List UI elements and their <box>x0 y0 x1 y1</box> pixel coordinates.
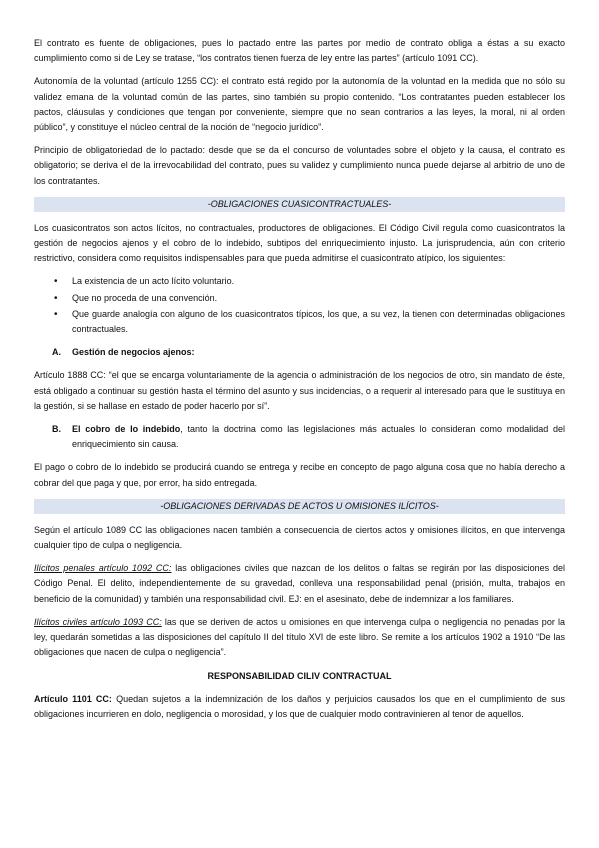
term-label: Ilícitos penales artículo 1092 CC: <box>34 563 172 574</box>
subsection-letter: A. <box>52 347 61 358</box>
paragraph-civil-illicit <box>34 615 565 661</box>
paragraph-quasicontracts: Los cuasicontratos son actos lícitos, no contractuales, productores de obligaciones. El Código Civil regula como cuasicontratos la gestión de negocios ajenos y el cobro de lo indebido, subtipos del enriquecimiento injusto. La jurisprudencia, aún con criterio restrictivo, considera como requisitos indispensables para que pueda admitirse el cuasicontrato atípico, los siguientes: <box>34 222 565 264</box>
list-item: • La existencia de un acto lícito voluntario. <box>72 274 565 289</box>
requirements-list <box>34 274 565 337</box>
term-text: Quedan sujetos a la indemnización de los daños y perjuicios causados los que en el cumplimiento de sus obligaciones incurrieren en dolo, negligencia o morosidad, y los que de cualquier modo contravinieren al tenor de aquellos. <box>34 693 566 719</box>
subsection-bold-term: El cobro de lo indebido <box>72 424 181 435</box>
paragraph-article-1089: Según el artículo 1089 CC las obligaciones nacen también a consecuencia de ciertos actos y omisiones ilícitos, en que intervenga cualquier tipo de culpa o negligencia. <box>34 524 565 551</box>
term-label: Artículo 1101 CC: <box>34 693 112 704</box>
list-item: • Que no proceda de una convención. <box>72 291 565 306</box>
paragraph-article-1101 <box>34 692 565 722</box>
subsection-b <box>52 422 565 452</box>
subsection-text <box>72 422 565 452</box>
paragraph-article-1888: Artículo 1888 CC: “el que se encarga voluntariamente de la agencia o administración de los negocios de otro, sin mandato de éste, está obligado a continuar su gestión hasta el término del asunto y sus incidencias, o a requerir al interesado para que le sustituya en la gestión, si se hallase en estado de poder hacerlo por sí”. <box>34 370 565 411</box>
paragraph-contract-source: El contrato es fuente de obligaciones, pues lo pactado entre las partes por medio de contrato obliga a éstas a su exacto cumplimiento como si de Ley se tratase, “los contratos tienen fuerza de ley entre las partes” (artículo 1091 CC). <box>34 38 565 64</box>
subsection-a <box>52 345 565 360</box>
term-text: las que se deriven de actos u omisiones en que intervenga culpa o negligencia no penadas por la ley, quedarán sometidas a las disposiciones del capítulo II del título XVI de este libro. Se remite a los artículos 1902 a 1910 “De las obligaciones que nacen de culpa o negligencia”. <box>34 616 565 658</box>
term-label: Ilícitos civiles artículo 1093 CC: <box>34 616 162 627</box>
subsection-title: Gestión de negocios ajenos: <box>72 347 195 358</box>
paragraph-autonomy: Autonomía de la voluntad (artículo 1255 CC): el contrato está regido por la autonomía de la voluntad en la medida que no sólo su validez emana de la voluntad común de las partes, sino también su propio contenido. “Los contratantes pueden establecer los pactos, cláusulas y condiciones que tengan por conveniente, siempre que no sean contrarios a las leyes, la moral, ni al orden público”, y constituye el núcleo central de la noción de “negocio jurídico”. <box>34 76 565 133</box>
section-heading-contractual-liability: RESPONSABILIDAD CILIV CONTRACTUAL <box>207 670 392 681</box>
term-text: las obligaciones civiles que nazcan de los delitos o faltas se regirán por las disposiciones del Código Penal. El delito, independientemente de su gravedad, conlleva una responsabilidad penal (prisión, multa, trabajos en beneficio de la comunidad) y también una responsabilidad civil. EJ: en el asesinato, debe de indemnizar a los familiares. <box>34 563 565 604</box>
paragraph-obligatoriness: Principio de obligatoriedad de lo pactado: desde que se da el concurso de voluntades sobre el objeto y la causa, el contrato es obligatorio; se deriva el de la irrevocabilidad del contrato, pues su validez y cumplimiento nunca puede dejarse al arbitrio de uno de los contratantes. <box>34 145 565 186</box>
list-item: • Que guarde analogía con alguno de los cuasicontratos típicos, los que, a su vez, la tienen con determinadas obligaciones contractuales. <box>72 307 565 337</box>
section-heading-illicit: -OBLIGACIONES DERIVADAS DE ACTOS U OMISIONES ILÍCITOS- <box>34 499 565 514</box>
section-heading-quasicontractual: -OBLIGACIONES CUASICONTRACTUALES- <box>34 197 565 212</box>
paragraph-penal-illicit <box>34 561 565 607</box>
subsection-letter: B. <box>52 424 61 435</box>
subsection-rest: , tanto la doctrina como las legislaciones más actuales lo consideran como modalidad del enriquecimiento sin causa. <box>72 424 565 450</box>
paragraph-undue-payment: El pago o cobro de lo indebido se producirá cuando se entrega y recibe en concepto de pago alguna cosa que no había derecho a cobrar del que paga y que, por error, ha sido entregada. <box>34 462 565 488</box>
